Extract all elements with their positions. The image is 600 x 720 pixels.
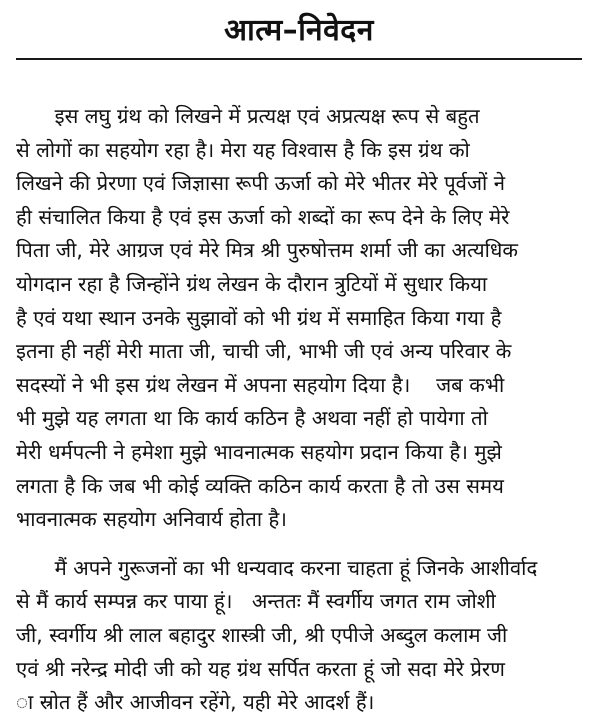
text-line: से लोगों का सहयोग रहा है। मेरा यह विश्वास है कि इस ग्रंथ को bbox=[16, 137, 470, 162]
page-title: आत्म–निवेदन bbox=[224, 13, 374, 48]
text-line: इस लघु ग्रंथ को लिखने में प्रत्यक्ष एवं अप्रत्यक्ष रूप से बहुत bbox=[16, 104, 480, 128]
text-line: लगता है कि जब भी कोई व्यक्ति कठिन कार्य करता है तो उस समय bbox=[16, 473, 504, 498]
text-line: योगदान रहा है जिन्होंने ग्रंथ लेखन के दौरान त्रुटियों में सुधार किया bbox=[16, 271, 488, 296]
text-line: जी, स्वर्गीय श्री लाल बहादुर शास्त्री जी, श्री एपीजे अब्दुल कलाम जी bbox=[16, 622, 508, 647]
text-line: सदस्यों ने भी इस ग्रंथ लेखन में अपना सहयोग दिया है। जब कभी bbox=[16, 372, 505, 397]
text-line: है एवं यथा स्थान उनके सुझावों को भी ग्रंथ में समाहित किया गया है bbox=[16, 305, 502, 330]
text-line: मेरी धर्मपत्नी ने हमेशा मुझे भावनात्मक सहयोग प्रदान किया है। मुझे bbox=[16, 439, 502, 464]
text-line: ा स्रोत हैं और आजीवन रहेंगे, यही मेरे आदर्श हैं। bbox=[16, 690, 375, 715]
text-line: भावनात्मक सहयोग अनिवार्य होता है। bbox=[16, 507, 287, 532]
text-line: ही संचालित किया है एवं इस ऊर्जा को शब्दों का रूप देने के लिए मेरे bbox=[16, 204, 510, 229]
paragraph-2 bbox=[16, 552, 582, 720]
text-line: भी मुझे यह लगता था कि कार्य कठिन है अथवा नहीं हो पायेगा तो bbox=[16, 406, 488, 431]
text-line: एवं श्री नरेन्द्र मोदी जी को यह ग्रंथ सर्पित करता हूं जो सदा मेरे प्रेरण bbox=[16, 656, 505, 681]
text-line: से मैं कार्य सम्पन्न कर पाया हूं। अन्ततः मैं स्वर्गीय जगत राम जोशी bbox=[16, 589, 496, 614]
text-line: मैं अपने गुरूजनों का भी धन्यवाद करना चाहता हूं जिनके आशीर्वाद bbox=[16, 555, 538, 580]
title-underline bbox=[16, 58, 582, 60]
text-line: लिखने की प्रेरणा एवं जिज्ञासा रूपी ऊर्जा को मेरे भीतर मेरे पूर्वजों ने bbox=[16, 171, 505, 196]
paragraph-1 bbox=[16, 100, 582, 537]
text-line: इतना ही नहीं मेरी माता जी, चाची जी, भाभी जी एवं अन्य परिवार के bbox=[16, 339, 512, 364]
text-line: पिता जी, मेरे आग्रज एवं मेरे मित्र श्री पुरुषोत्तम शर्मा जी का अत्यधिक bbox=[16, 238, 518, 263]
